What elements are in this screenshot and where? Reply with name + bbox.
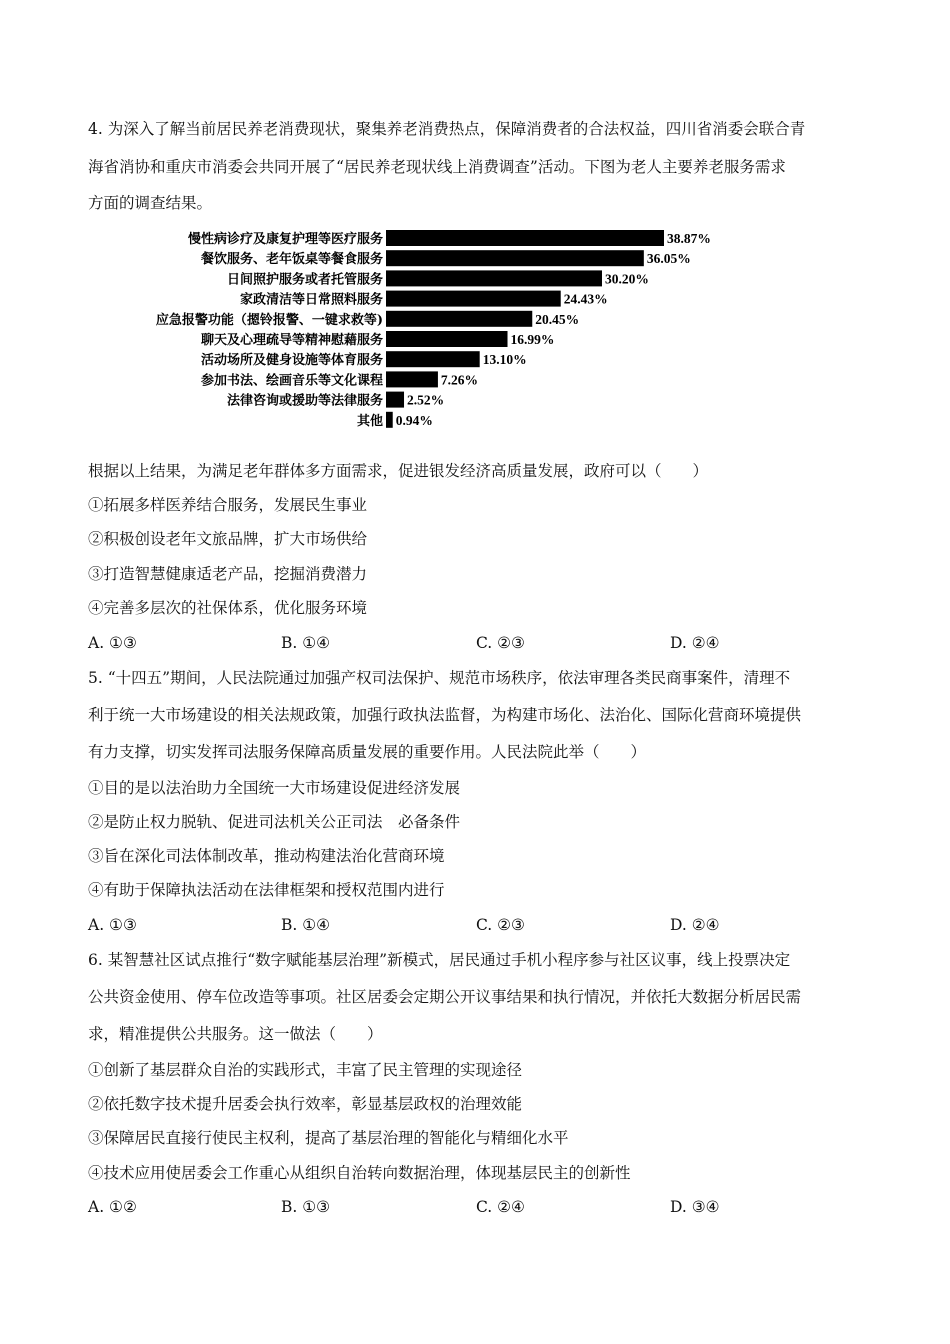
- q4-option-b[interactable]: B. ①④: [281, 634, 331, 652]
- chart-category-label: 法律咨询或援助等法律服务: [226, 393, 383, 409]
- q6-options: [88, 1196, 868, 1218]
- chart-bar: [386, 270, 602, 286]
- chart-category-label: 家政清洁等日常照料服务: [239, 292, 383, 308]
- q6-statement-1: ①创新了基层群众自治的实践形式，丰富了民主管理的实现途径: [88, 1061, 523, 1079]
- q4-statement-3: ③打造智慧健康适老产品，挖掘消费潜力: [88, 565, 368, 583]
- q5-option-d[interactable]: D. ②④: [670, 916, 720, 934]
- q4-followup: 根据以上结果，为满足老年群体多方面需求，促进银发经济高质量发展，政府可以（ ）: [88, 462, 709, 480]
- chart-category-label: 参加书法、绘画音乐等文化课程: [200, 373, 383, 389]
- chart-bar: [386, 351, 480, 367]
- chart-category-label: 餐饮服务、老年饭桌等餐食服务: [200, 252, 383, 268]
- chart-value-label: 16.99%: [510, 332, 555, 347]
- q5-statement-3: ③旨在深化司法体制改革，推动构建法治化营商环境: [88, 847, 445, 865]
- q5-stem-line-2: 利于统一大市场建设的相关法规政策，加强行政执法监督，为构建市场化、法治化、国际化营商环境提供: [88, 706, 802, 724]
- chart-value-label: 2.52%: [407, 392, 445, 408]
- chart-value-label: 13.10%: [482, 352, 527, 368]
- q5-option-c[interactable]: C. ②③: [476, 916, 525, 934]
- q4-option-a[interactable]: A. ①③: [88, 634, 137, 652]
- chart-bar: [386, 230, 664, 246]
- q5-statement-4: ④有助于保障执法活动在法律框架和授权范围内进行: [88, 881, 445, 899]
- chart-category-label: 活动场所及健身设施等体育服务: [200, 353, 383, 369]
- q5-options: [88, 914, 868, 936]
- chart-bar: [386, 291, 561, 307]
- chart-bar: [386, 331, 508, 347]
- q6-statement-2: ②依托数字技术提升居委会执行效率，彰显基层政权的治理效能: [88, 1095, 523, 1113]
- q4-options: [88, 632, 868, 654]
- q4-stem-line-2: 海省消协和重庆市消委会共同开展了“居民养老现状线上消费调查”活动。下图为老人主要养老服务需求: [88, 158, 786, 176]
- chart-category-label: 日间照护服务或者托管服务: [226, 272, 383, 288]
- chart-category-label: 聊天及心理疏导等精神慰藉服务: [200, 333, 383, 348]
- q6-option-c[interactable]: C. ②④: [476, 1198, 525, 1216]
- chart-category-label: 慢性病诊疗及康复护理等医疗服务: [187, 232, 383, 247]
- q6-stem-line-2: 公共资金使用、停车位改造等事项。社区居委会定期公开议事结果和执行情况，并依托大数据分析居民需: [88, 988, 802, 1006]
- q4-statement-4: ④完善多层次的社保体系，优化服务环境: [88, 599, 368, 617]
- chart-category-label: 其他: [356, 413, 383, 429]
- chart-bar: [386, 412, 393, 428]
- q4-option-c[interactable]: C. ②③: [476, 634, 525, 652]
- chart-value-label: 30.20%: [604, 271, 649, 287]
- q6-statement-3: ③保障居民直接行使民主权利，提高了基层治理的智能化与精细化水平: [88, 1129, 569, 1147]
- q4-option-d[interactable]: D. ②④: [670, 634, 720, 652]
- q4-statement-1: ①拓展多样医养结合服务，发展民生事业: [88, 496, 368, 514]
- q5-option-b[interactable]: B. ①④: [281, 916, 331, 934]
- q6-option-d[interactable]: D. ③④: [670, 1198, 720, 1216]
- chart-value-label: 36.05%: [646, 251, 691, 267]
- q6-statement-4: ④技术应用使居委会工作重心从组织自治转向数据治理，体现基层民主的创新性: [88, 1164, 631, 1182]
- q5-statement-1: ①目的是以法治助力全国统一大市场建设促进经济发展: [88, 779, 461, 797]
- chart-bar: [386, 392, 404, 408]
- q5-option-a[interactable]: A. ①③: [88, 916, 137, 934]
- chart-bar: [386, 250, 644, 266]
- q5-stem-line-3: 有力支撑，切实发挥司法服务保障高质量发展的重要作用。人民法院此举（ ）: [88, 743, 647, 761]
- chart-value-label: 0.94%: [395, 412, 433, 428]
- q4-stem-line-3: 方面的调查结果。: [88, 194, 213, 212]
- chart-value-label: 7.26%: [440, 372, 479, 388]
- elderly-service-demand-chart: [88, 226, 788, 436]
- q5-stem-line-1: 5. “十四五”期间，人民法院通过加强产权司法保护、规范市场秩序，依法审理各类民商事案件，清理不: [88, 669, 791, 687]
- chart-bar: [386, 311, 532, 327]
- chart-category-label: 应急报警功能（摁铃报警、一键求救等): [155, 312, 383, 328]
- q6-stem-line-1: 6. 某智慧社区试点推行“数字赋能基层治理”新模式，居民通过手机小程序参与社区议事，线上投票决定: [88, 951, 791, 969]
- q6-option-b[interactable]: B. ①③: [281, 1198, 331, 1216]
- q4-stem-line-1: 4. 为深入了解当前居民养老消费现状，聚集养老消费热点，保障消费者的合法权益，四川省消委会联合青: [88, 120, 806, 138]
- chart-value-label: 38.87%: [667, 231, 711, 246]
- q6-option-a[interactable]: A. ①②: [88, 1198, 137, 1216]
- q4-statement-2: ②积极创设老年文旅品牌，扩大市场供给: [88, 530, 368, 548]
- chart-bar: [386, 371, 438, 387]
- q6-stem-line-3: 求，精准提供公共服务。这一做法（ ）: [88, 1025, 383, 1043]
- q5-statement-2: ②是防止权力脱轨、促进司法机关公正司法 必备条件: [88, 813, 461, 831]
- chart-value-label: 20.45%: [535, 311, 580, 327]
- chart-value-label: 24.43%: [563, 291, 608, 307]
